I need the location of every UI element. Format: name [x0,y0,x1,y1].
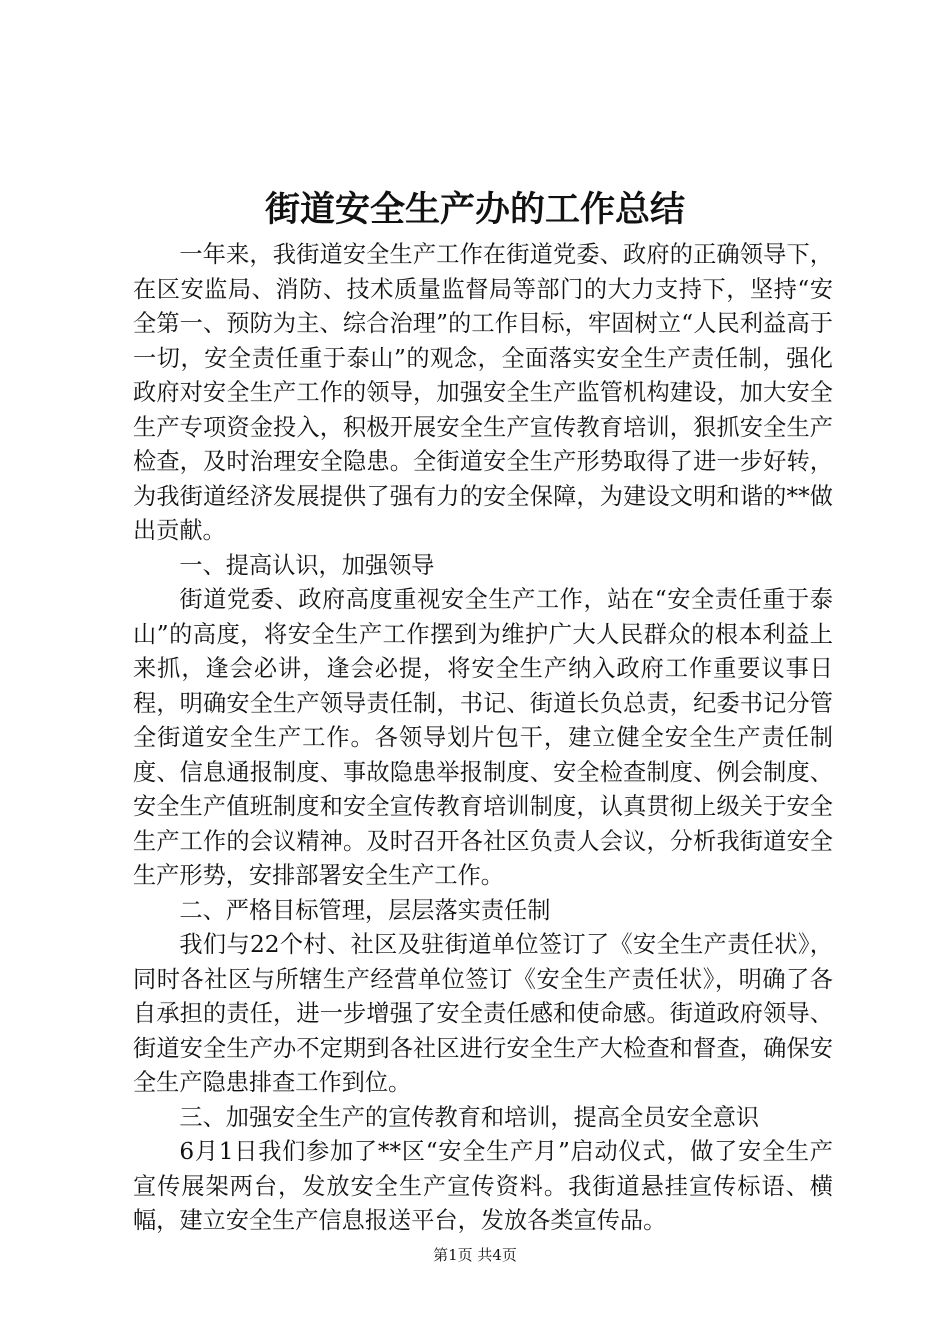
section-heading-1: 一、提高认识，加强领导 [179,551,435,579]
section-heading-3: 三、加强安全生产的宣传教育和培训，提高全员安全意识 [179,1103,760,1131]
document-body [133,238,833,1239]
paragraph-section-3: 6月1日我们参加了**区“安全生产月”启动仪式，做了安全生产宣传展架两台，发放安全生产宣传资料。我街道悬挂宣传标语、横幅，建立安全生产信息报送平台，发放各类宣传品。 [133,1138,833,1234]
paragraph-section-1: 街道党委、政府高度重视安全生产工作，站在“安全责任重于泰山”的高度，将安全生产工作摆到为维护广大人民群众的根本利益上来抓，逢会必讲，逢会必提，将安全生产纳入政府工作重要议事日程，明确安全生产领导责任制，书记、街道长负总责，纪委书记分管全街道安全生产工作。各领导划片包干，建立健全安全生产责任制度、信息通报制度、事故隐患举报制度、安全检查制度、例会制度、安全生产值班制度和安全宣传教育培训制度，认真贯彻上级关于安全生产工作的会议精神。及时召开各社区负责人会议，分析我街道安全生产形势，安排部署安全生产工作。 [133,586,833,889]
paragraph-section-2: 我们与22个村、社区及驻街道单位签订了《安全生产责任状》，同时各社区与所辖生产经营单位签订《安全生产责任状》，明确了各自承担的责任，进一步增强了安全责任感和使命感。街道政府领导、街道安全生产办不定期到各社区进行安全生产大检查和督查，确保安全生产隐患排查工作到位。 [133,931,833,1096]
document-title: 街道安全生产办的工作总结 [264,189,685,230]
page-number-footer: 第1页 共4页 [433,1246,517,1264]
section-heading-2: 二、严格目标管理，层层落实责任制 [179,896,551,924]
paragraph-intro: 一年来，我街道安全生产工作在街道党委、政府的正确领导下，在区安监局、消防、技术质量监督局等部门的大力支持下，坚持“安全第一、预防为主、综合治理”的工作目标，牢固树立“人民利益高于一切，安全责任重于泰山”的观念，全面落实安全生产责任制，强化政府对安全生产工作的领导，加强安全生产监管机构建设，加大安全生产专项资金投入，积极开展安全生产宣传教育培训，狠抓安全生产检查，及时治理安全隐患。全街道安全生产形势取得了进一步好转，为我街道经济发展提供了强有力的安全保障，为建设文明和谐的**做出贡献。 [133,241,833,544]
